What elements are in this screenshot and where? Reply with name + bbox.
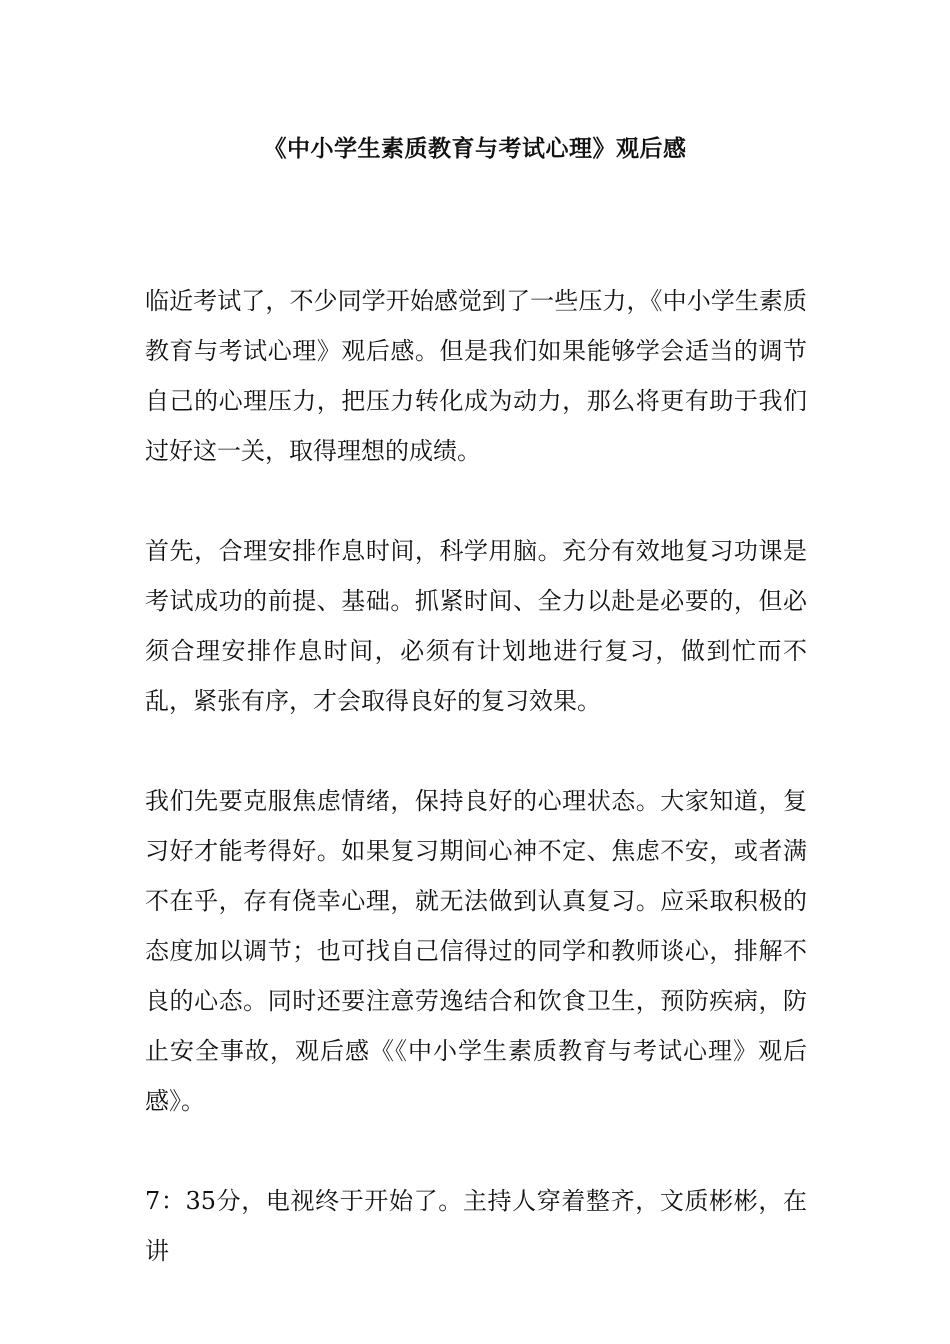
- paragraph-4: 7：35分，电视终于开始了。主持人穿着整齐，文质彬彬，在讲: [145, 1187, 807, 1265]
- paragraph-3: 我们先要克服焦虑情绪，保持良好的心理状态。大家知道，复习好才能考得好。如果复习期间心神不定、焦虑不安，或者满不在乎，存有侥幸心理，就无法做到认真复习。应采取积极的态度加以调节；也可找自己信得过的同学和教师谈心，排解不良的心态。同时还要注意劳逸结合和饮食卫生，预防疾病，防止安全事故，观后感《《中小学生素质教育与考试心理》观后感》。: [145, 787, 807, 1115]
- document-body: [145, 276, 807, 1276]
- document-title: 《中小学生素质教育与考试心理》观后感: [263, 135, 687, 162]
- paragraph-1: 临近考试了，不少同学开始感觉到了一些压力，《中小学生素质教育与考试心理》观后感。但是我们如果能够学会适当的调节自己的心理压力，把压力转化成为动力，那么将更有助于我们过好这一关，取得理想的成绩。: [145, 287, 807, 465]
- paragraph-2: 首先，合理安排作息时间，科学用脑。充分有效地复习功课是考试成功的前提、基础。抓紧时间、全力以赴是必要的，但必须合理安排作息时间，必须有计划地进行复习，做到忙而不乱，紧张有序，才会取得良好的复习效果。: [145, 537, 807, 715]
